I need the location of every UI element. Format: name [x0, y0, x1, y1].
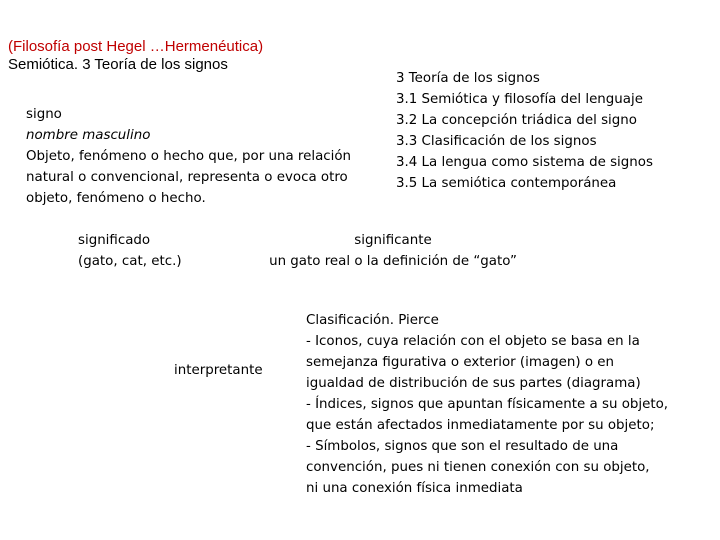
significado-label: significado [78, 233, 151, 248]
toc-item: 3.3 Clasificación de los signos [396, 134, 597, 149]
definition-term: signo [26, 107, 62, 122]
toc-item: 3.1 Semiótica y filosofía del lenguaje [396, 92, 643, 107]
pierce-line: ni una conexión física inmediata [306, 481, 523, 496]
significado-example: (gato, cat, etc.) [78, 254, 182, 269]
pierce-line: Clasificación. Pierce [306, 313, 439, 328]
definition-line: objeto, fenómeno o hecho. [26, 191, 206, 206]
toc-item: 3.5 La semiótica contemporánea [396, 176, 617, 191]
pierce-line: semejanza figurativa o exterior (imagen) o en [306, 355, 615, 370]
toc-item: 3 Teoría de los signos [396, 71, 540, 86]
pierce-line: - Iconos, cuya relación con el objeto se basa en la [306, 334, 640, 349]
interpretante-label: interpretante [174, 363, 263, 378]
triad-interpretante [174, 360, 263, 381]
pierce-line: convención, pues ni tienen conexión con su objeto, [306, 460, 650, 475]
pierce-line: - Índices, signos que apuntan físicamente a su objeto, [306, 397, 669, 412]
definition-line: natural o convencional, representa o evoca otro [26, 170, 348, 185]
dictionary-definition [26, 104, 351, 209]
header-course-title: (Filosofía post Hegel …Hermenéutica) [8, 38, 264, 55]
toc-item: 3.4 La lengua como sistema de signos [396, 155, 653, 170]
header-topic-title: Semiótica. 3 Teoría de los signos [8, 56, 228, 73]
pierce-line: que están afectados inmediatamente por su objeto; [306, 418, 655, 433]
significante-label: significante [354, 233, 432, 248]
pierce-classification [306, 310, 706, 499]
pierce-line: igualdad de distribución de sus partes (diagrama) [306, 376, 641, 391]
triad-significante [258, 230, 528, 272]
significante-example: un gato real o la definición de “gato” [269, 254, 517, 269]
slide-header [8, 38, 263, 74]
triad-significado [78, 230, 182, 272]
definition-part-of-speech: nombre masculino [26, 128, 151, 143]
definition-line: Objeto, fenómeno o hecho que, por una relación [26, 149, 352, 164]
toc-item: 3.2 La concepción triádica del signo [396, 113, 637, 128]
pierce-line: - Símbolos, signos que son el resultado de una [306, 439, 619, 454]
table-of-contents [396, 68, 653, 194]
